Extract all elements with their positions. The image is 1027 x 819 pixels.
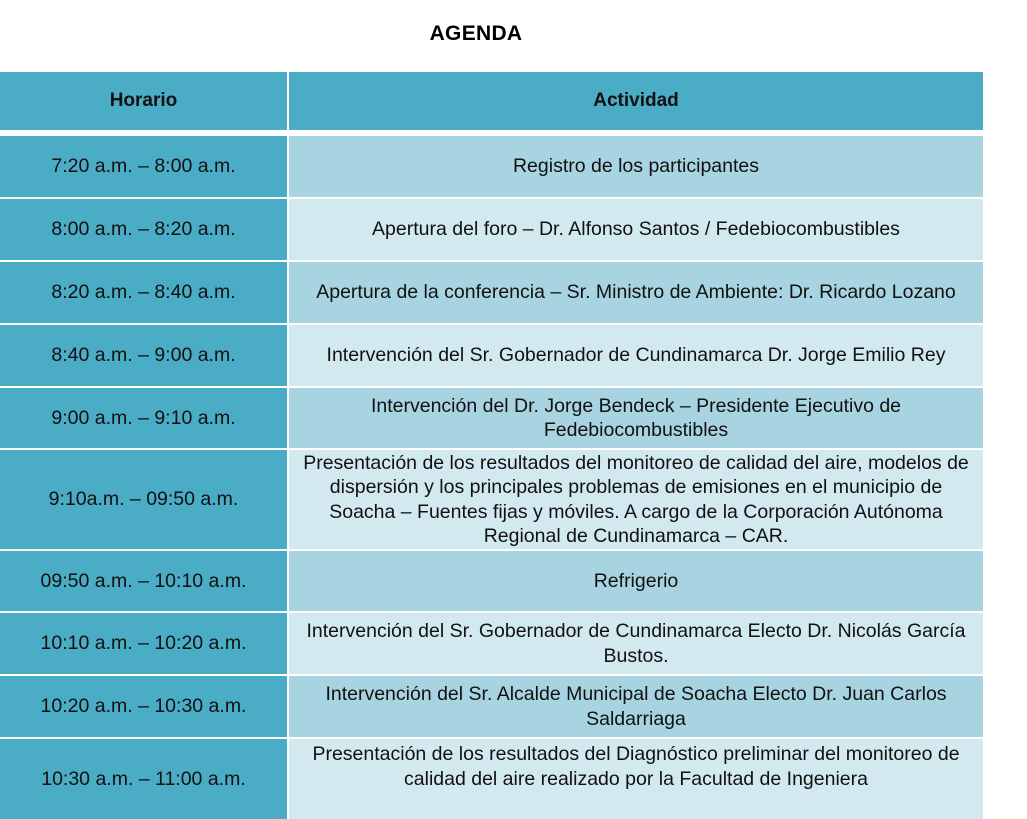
time-cell: 09:50 a.m. – 10:10 a.m. (0, 551, 289, 611)
table-header-row (0, 72, 983, 136)
activity-cell: Registro de los participantes (289, 136, 983, 197)
activity-cell: Intervención del Sr. Gobernador de Cundinamarca Electo Dr. Nicolás García Bustos. (289, 613, 983, 674)
activity-cell: Intervención del Sr. Alcalde Municipal de Soacha Electo Dr. Juan Carlos Saldarriaga (289, 676, 983, 737)
table-row (0, 136, 983, 199)
table-row (0, 739, 983, 819)
table-row (0, 262, 983, 325)
table-row (0, 199, 983, 262)
activity-cell: Apertura del foro – Dr. Alfonso Santos / Fedebiocombustibles (289, 199, 983, 260)
time-cell: 8:40 a.m. – 9:00 a.m. (0, 325, 289, 386)
agenda-table (0, 72, 983, 819)
time-cell: 10:30 a.m. – 11:00 a.m. (0, 739, 289, 819)
time-cell: 7:20 a.m. – 8:00 a.m. (0, 136, 289, 197)
table-row (0, 325, 983, 388)
time-cell: 10:20 a.m. – 10:30 a.m. (0, 676, 289, 737)
time-cell: 10:10 a.m. – 10:20 a.m. (0, 613, 289, 674)
page-title: AGENDA (429, 22, 523, 45)
header-actividad: Actividad (289, 72, 983, 130)
table-row (0, 676, 983, 739)
table-row (0, 450, 983, 551)
activity-cell: Presentación de los resultados del Diagnóstico preliminar del monitoreo de calidad del aire realizado por la Facultad de Ingeniera (289, 739, 983, 819)
time-cell: 8:20 a.m. – 8:40 a.m. (0, 262, 289, 323)
time-cell: 9:10a.m. – 09:50 a.m. (0, 450, 289, 549)
activity-cell: Apertura de la conferencia – Sr. Ministro de Ambiente: Dr. Ricardo Lozano (289, 262, 983, 323)
header-horario: Horario (0, 72, 289, 130)
time-cell: 9:00 a.m. – 9:10 a.m. (0, 388, 289, 448)
activity-cell: Presentación de los resultados del monitoreo de calidad del aire, modelos de dispersión y los principales problemas de emisiones en el municipio de Soacha – Fuentes fijas y móviles. A cargo de la Corporación Autónoma Regional de Cundinamarca – CAR. (289, 450, 983, 549)
table-row (0, 551, 983, 613)
activity-cell: Refrigerio (289, 551, 983, 611)
activity-cell: Intervención del Sr. Gobernador de Cundinamarca Dr. Jorge Emilio Rey (289, 325, 983, 386)
activity-cell: Intervención del Dr. Jorge Bendeck – Presidente Ejecutivo de Fedebiocombustibles (289, 388, 983, 448)
table-row (0, 388, 983, 450)
table-row (0, 613, 983, 676)
time-cell: 8:00 a.m. – 8:20 a.m. (0, 199, 289, 260)
